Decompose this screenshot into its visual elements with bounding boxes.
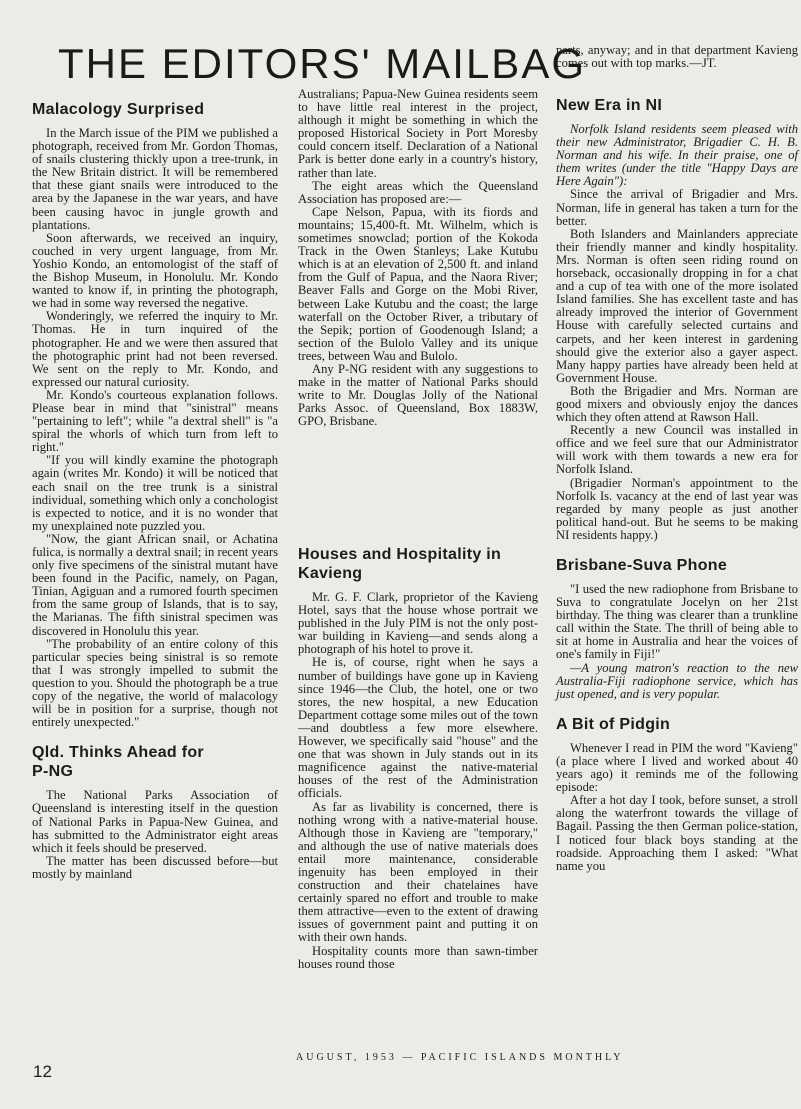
- article-heading: Brisbane-Suva Phone: [556, 557, 728, 574]
- column-3: [556, 96, 798, 887]
- paragraph: "The probability of an entire colony of this particular species being sinistral is so remote that I was strongly impelled to submit the question to you. Should the photograph be a true copy of the negative, the world of malacology will be in position for a surprise, though not entirely unexpected.": [32, 636, 278, 730]
- lead-paragraph: Norfolk Island residents seem pleased with their new Administrator, Brigadier C. H. B. Norman and his wife. In their praise, one of them writes (under the title "Happy Days are Here Again"):: [556, 122, 798, 189]
- paragraph: The eight areas which the Queensland Association has proposed are:—: [298, 178, 538, 206]
- paragraph: (Brigadier Norman's appointment to the Norfolk Is. vacancy at the end of last year was regarded by many people as just another political hand-out. But he seems to be making NI residents happy.): [556, 475, 798, 542]
- column-2: [298, 88, 538, 442]
- article-qld: [32, 743, 278, 881]
- paragraph: Since the arrival of Brigadier and Mrs. Norman, life in general has taken a turn for the better.: [556, 187, 798, 228]
- article-heading: A Bit of Pidgin: [556, 715, 671, 733]
- article-heading: Houses and Hospitality in Kavieng: [298, 546, 502, 582]
- paragraph: "If you will kindly examine the photograph again (writes Mr. Kondo) it will be noticed that each snail on the tree trunk is a sinistral individual, something which only a conchologist is expected to notice, and it is no wonder that my unexplained note puzzled you.: [32, 453, 278, 533]
- paragraph: Recently a new Council was installed in office and we feel sure that our Administrator will work with them towards a new era for Norfolk Island.: [556, 423, 798, 477]
- page-footer: AUGUST, 1953 — PACIFIC ISLANDS MONTHLY: [296, 1052, 624, 1063]
- paragraph: Wonderingly, we referred the inquiry to Mr. Thomas. He in turn inquired of the photographer. He and we were then assured that the photographic print had not been reversed. We sent on the reply to Mr. Kondo, and expressed our natural curiosity.: [32, 309, 278, 389]
- article-pidgin: [556, 715, 798, 873]
- article-heading: New Era in NI: [556, 97, 663, 114]
- paragraph: After a hot day I took, before sunset, a stroll along the waterfront towards the village of Bagail. Passing the then German police-station, I noticed four black boys standing at the roadside. Approaching them I asked: "What name you: [556, 793, 798, 873]
- paragraph: Whenever I read in PIM the word "Kavieng" (a place where I lived and worked about 40 years ago) it reminds me of the following episode:: [556, 740, 798, 795]
- article-phone: [556, 556, 798, 701]
- paragraph: As far as livability is concerned, there is nothing wrong with a native-material house. Although those in Kavieng are "temporary," and although the use of native materials does entail more maintenance, considerable ingenuity has been employed in their construction and their chatelaines have certainly spared no effort and trouble to make them attractive—even to the extent of drawing issues of government paint and putting it on with their own hands.: [298, 799, 538, 945]
- paragraph: Both Islanders and Mainlanders appreciate their friendly manner and kindly hospitality. Mrs. Norman is often seen riding round on horseback, occasionally dropping in for a chat and a cup of tea with one of the more isolated Island families. She has excellent taste and has already improved the interior of Government House with carefully selected curtains and carpets, and her keen interest in gardening should give the exterior also a gayer aspect. Many happy parties have already been held at Government House.: [556, 226, 798, 385]
- paragraph: In the March issue of the PIM we published a photograph, received from Mr. Gordon Thomas, of snails clustering thickly upon a tree-trunk, in the New Britain district. It will be remembered that these giant snails were introduced to the area by the Japanese in the war years, and have been causing havoc in jungle growth and plantations.: [32, 126, 278, 232]
- article-malacology: [32, 100, 278, 729]
- paragraph: "I used the new radiophone from Brisbane to Suva to congratulate Jocelyn on her 21st birthday. The thing was clearer than a trunkline call within the State. The thrill of being able to sit at home in Australia and hear the voices of one's family in Fiji!": [556, 582, 798, 662]
- article-heading: Qld. Thinks Ahead for P-NG: [32, 744, 204, 781]
- paragraph: Soon afterwards, we received an inquiry, couched in very urgent language, from Mr. Yoshio Kondo, an entomologist of the staff of the Bishop Museum, in Honolulu. Mr. Kondo wanted to know if, in printing the photograph, we had in some way reversed the negative.: [32, 230, 278, 311]
- paragraph: Cape Nelson, Papua, with its fiords and mountains; 15,400-ft. Mt. Wilhelm, which is sometimes snowclad; portion of the Kokoda Track in the Owen Stanleys; Lake Kutubu which is at an elevation of 2,500 ft. and inland from the Gulf of Papua, and the Naora River; Beaver Falls and Gorge on the Mobi River, between Lake Kutubu and the coast; the large waterfall on the October River, a tributary of the Sepik; portion of Goodenough Island; a section of the Bulolo Valley and its unique trees, between Wau and Bulolo.: [298, 204, 538, 363]
- paragraph: Mr. Kondo's courteous explanation follows. Please bear in mind that "sinistral" means "pertaining to left"; while "a dextral shell" is "a spiral the whorls of which turn from left to right.": [32, 387, 278, 455]
- paragraph: The National Parks Association of Queensland is interesting itself in the question of National Parks in Papua-New Guinea, and has submitted to the Administrator eight areas which it feels should be preserved.: [32, 788, 278, 855]
- article-kavieng: [298, 545, 538, 971]
- paragraph: He is, of course, right when he says a number of buildings have gone up in Kavieng since 1946—the Club, the hotel, one or two stores, the new hospital, a new Education Department cottage some miles out of the town—and doubtless a few more elsewhere. However, we specifically said "house" and the one that was shown in July stands out in its magnificence against the native-material houses of the rest of the Administration officials.: [298, 655, 538, 801]
- paragraph: Mr. G. F. Clark, proprietor of the Kavieng Hotel, says that the house whose portrait we published in the July PIM is not the only post-war building in Kavieng—and sends along a photograph of his hotel to prove it.: [298, 590, 538, 657]
- column-2-lower: [298, 545, 538, 985]
- column-1: [32, 100, 278, 895]
- masthead-title: THE EDITORS' MAILBAG: [58, 40, 587, 87]
- article-norfolk: [556, 96, 798, 542]
- paragraph: "Now, the giant African snail, or Achatina fulica, is normally a dextral snail; in recent years only five specimens of the sinistral mutant have been found in the Pacific, namely, on Pagan, Tinian, Agiguan and a rumored fourth specimen from the same group of Islands, that is to say, the Marianas. The fifth sinistral specimen was discovered in Honolulu this year.: [32, 531, 278, 638]
- paragraph: Hospitality counts more than sawn-timber houses round those: [298, 943, 538, 971]
- paragraph: Australians; Papua-New Guinea residents seem to have little real interest in the project, although it might be something in which the proposed Historical Society in Port Moresby could concern itself. Declaration of a National Park is better done early in a country's history, rather than late.: [298, 87, 538, 180]
- article-qld-continued: [298, 88, 538, 428]
- paragraph: parts, anyway; and in that department Kavieng comes out with top marks.—JT.: [556, 43, 798, 71]
- page-number: 12: [33, 1062, 52, 1081]
- article-heading: Malacology Surprised: [32, 101, 205, 118]
- column-3-top: [556, 44, 798, 70]
- attribution: —A young matron's reaction to the new Australia-Fiji radiophone service, which has just opened, and is very popular.: [556, 660, 798, 701]
- paragraph: The matter has been discussed before—but mostly by mainland: [32, 853, 278, 881]
- paragraph: Both the Brigadier and Mrs. Norman are good mixers and obviously enjoy the dances which they often attend at Rawson Hall.: [556, 383, 798, 425]
- paragraph: Any P-NG resident with any suggestions to make in the matter of National Parks should write to Mr. Douglas Jolly of the National Parks Assoc. of Queensland, Box 1883W, GPO, Brisbane.: [298, 361, 538, 429]
